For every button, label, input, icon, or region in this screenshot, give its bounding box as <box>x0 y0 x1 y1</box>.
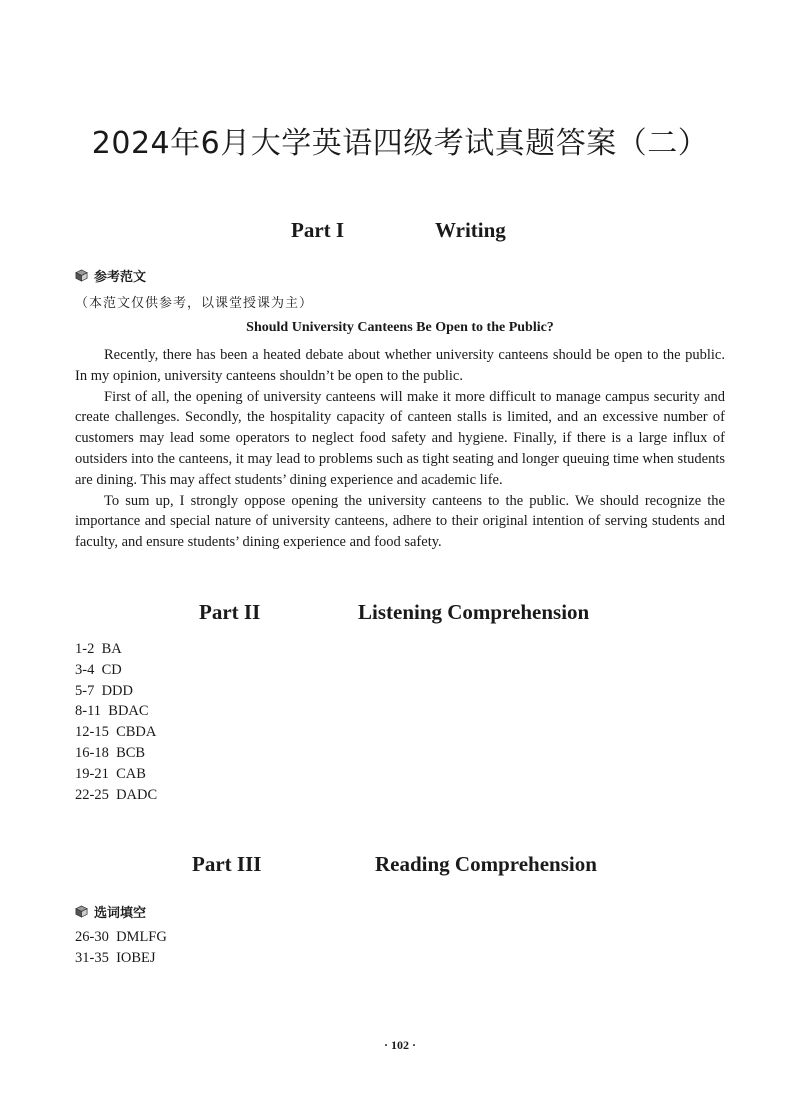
essay-body <box>75 345 725 553</box>
cube-icon <box>75 269 88 282</box>
essay-note: （本范文仅供参考，以课堂授课为主） <box>75 296 314 311</box>
answer-row: 22-25 DADC <box>75 786 158 803</box>
part1-section-label-text: 参考范文 <box>94 270 147 285</box>
part1-name: Writing <box>435 218 506 242</box>
cube-icon <box>75 905 88 918</box>
document-title: 2024年6月大学英语四级考试真题答案（二） <box>91 126 709 161</box>
essay-paragraph: Recently, there has been a heated debate about whether university canteens should be open to the public. In my opinion, university canteens shouldn’t be open to the public. <box>75 347 725 384</box>
listening-answers <box>75 639 157 805</box>
part3-section-label <box>75 902 146 921</box>
answer-row: 31-35 IOBEJ <box>75 949 156 966</box>
essay-paragraph: First of all, the opening of university canteens will make it more difficult to manage campus security and create challenges. Secondly, the hospitality capacity of canteen stalls is limited, and an excessive number of customers may lead some operators to neglect food safety and hygiene. Finally, if there is a large influx of outsiders into the canteens, it may lead to problems such as tight seating and longer queuing time when students are dining. This may affect students’ dining experience and academic life. <box>75 388 725 488</box>
answer-row: 19-21 CAB <box>75 765 146 782</box>
part2-name: Listening Comprehension <box>358 600 590 624</box>
part2-number: Part II <box>199 600 261 624</box>
part1-number: Part I <box>291 218 345 242</box>
answer-row: 12-15 CBDA <box>75 724 157 741</box>
answer-row: 1-2 BA <box>75 641 122 657</box>
answer-row: 3-4 CD <box>75 661 122 678</box>
essay-title: Should University Canteens Be Open to the Public? <box>246 320 554 335</box>
answer-row: 16-18 BCB <box>75 744 146 761</box>
page-number: · 102 · <box>383 1038 416 1052</box>
answer-row: 26-30 DMLFG <box>75 929 167 945</box>
essay-paragraph: To sum up, I strongly oppose opening the university canteens to the public. We should recognize the importance and special nature of university canteens, adhere to their original intention of serving students and faculty, and ensure students’ dining experience and food safety. <box>75 492 725 551</box>
part1-section-label <box>75 266 146 285</box>
answer-row: 8-11 BDAC <box>75 703 149 720</box>
part3-number: Part III <box>192 852 262 876</box>
part3-name: Reading Comprehension <box>375 852 597 876</box>
reading-answers <box>75 927 167 969</box>
answer-row: 5-7 DDD <box>75 682 133 699</box>
part3-section-label-text: 选词填空 <box>94 906 147 921</box>
